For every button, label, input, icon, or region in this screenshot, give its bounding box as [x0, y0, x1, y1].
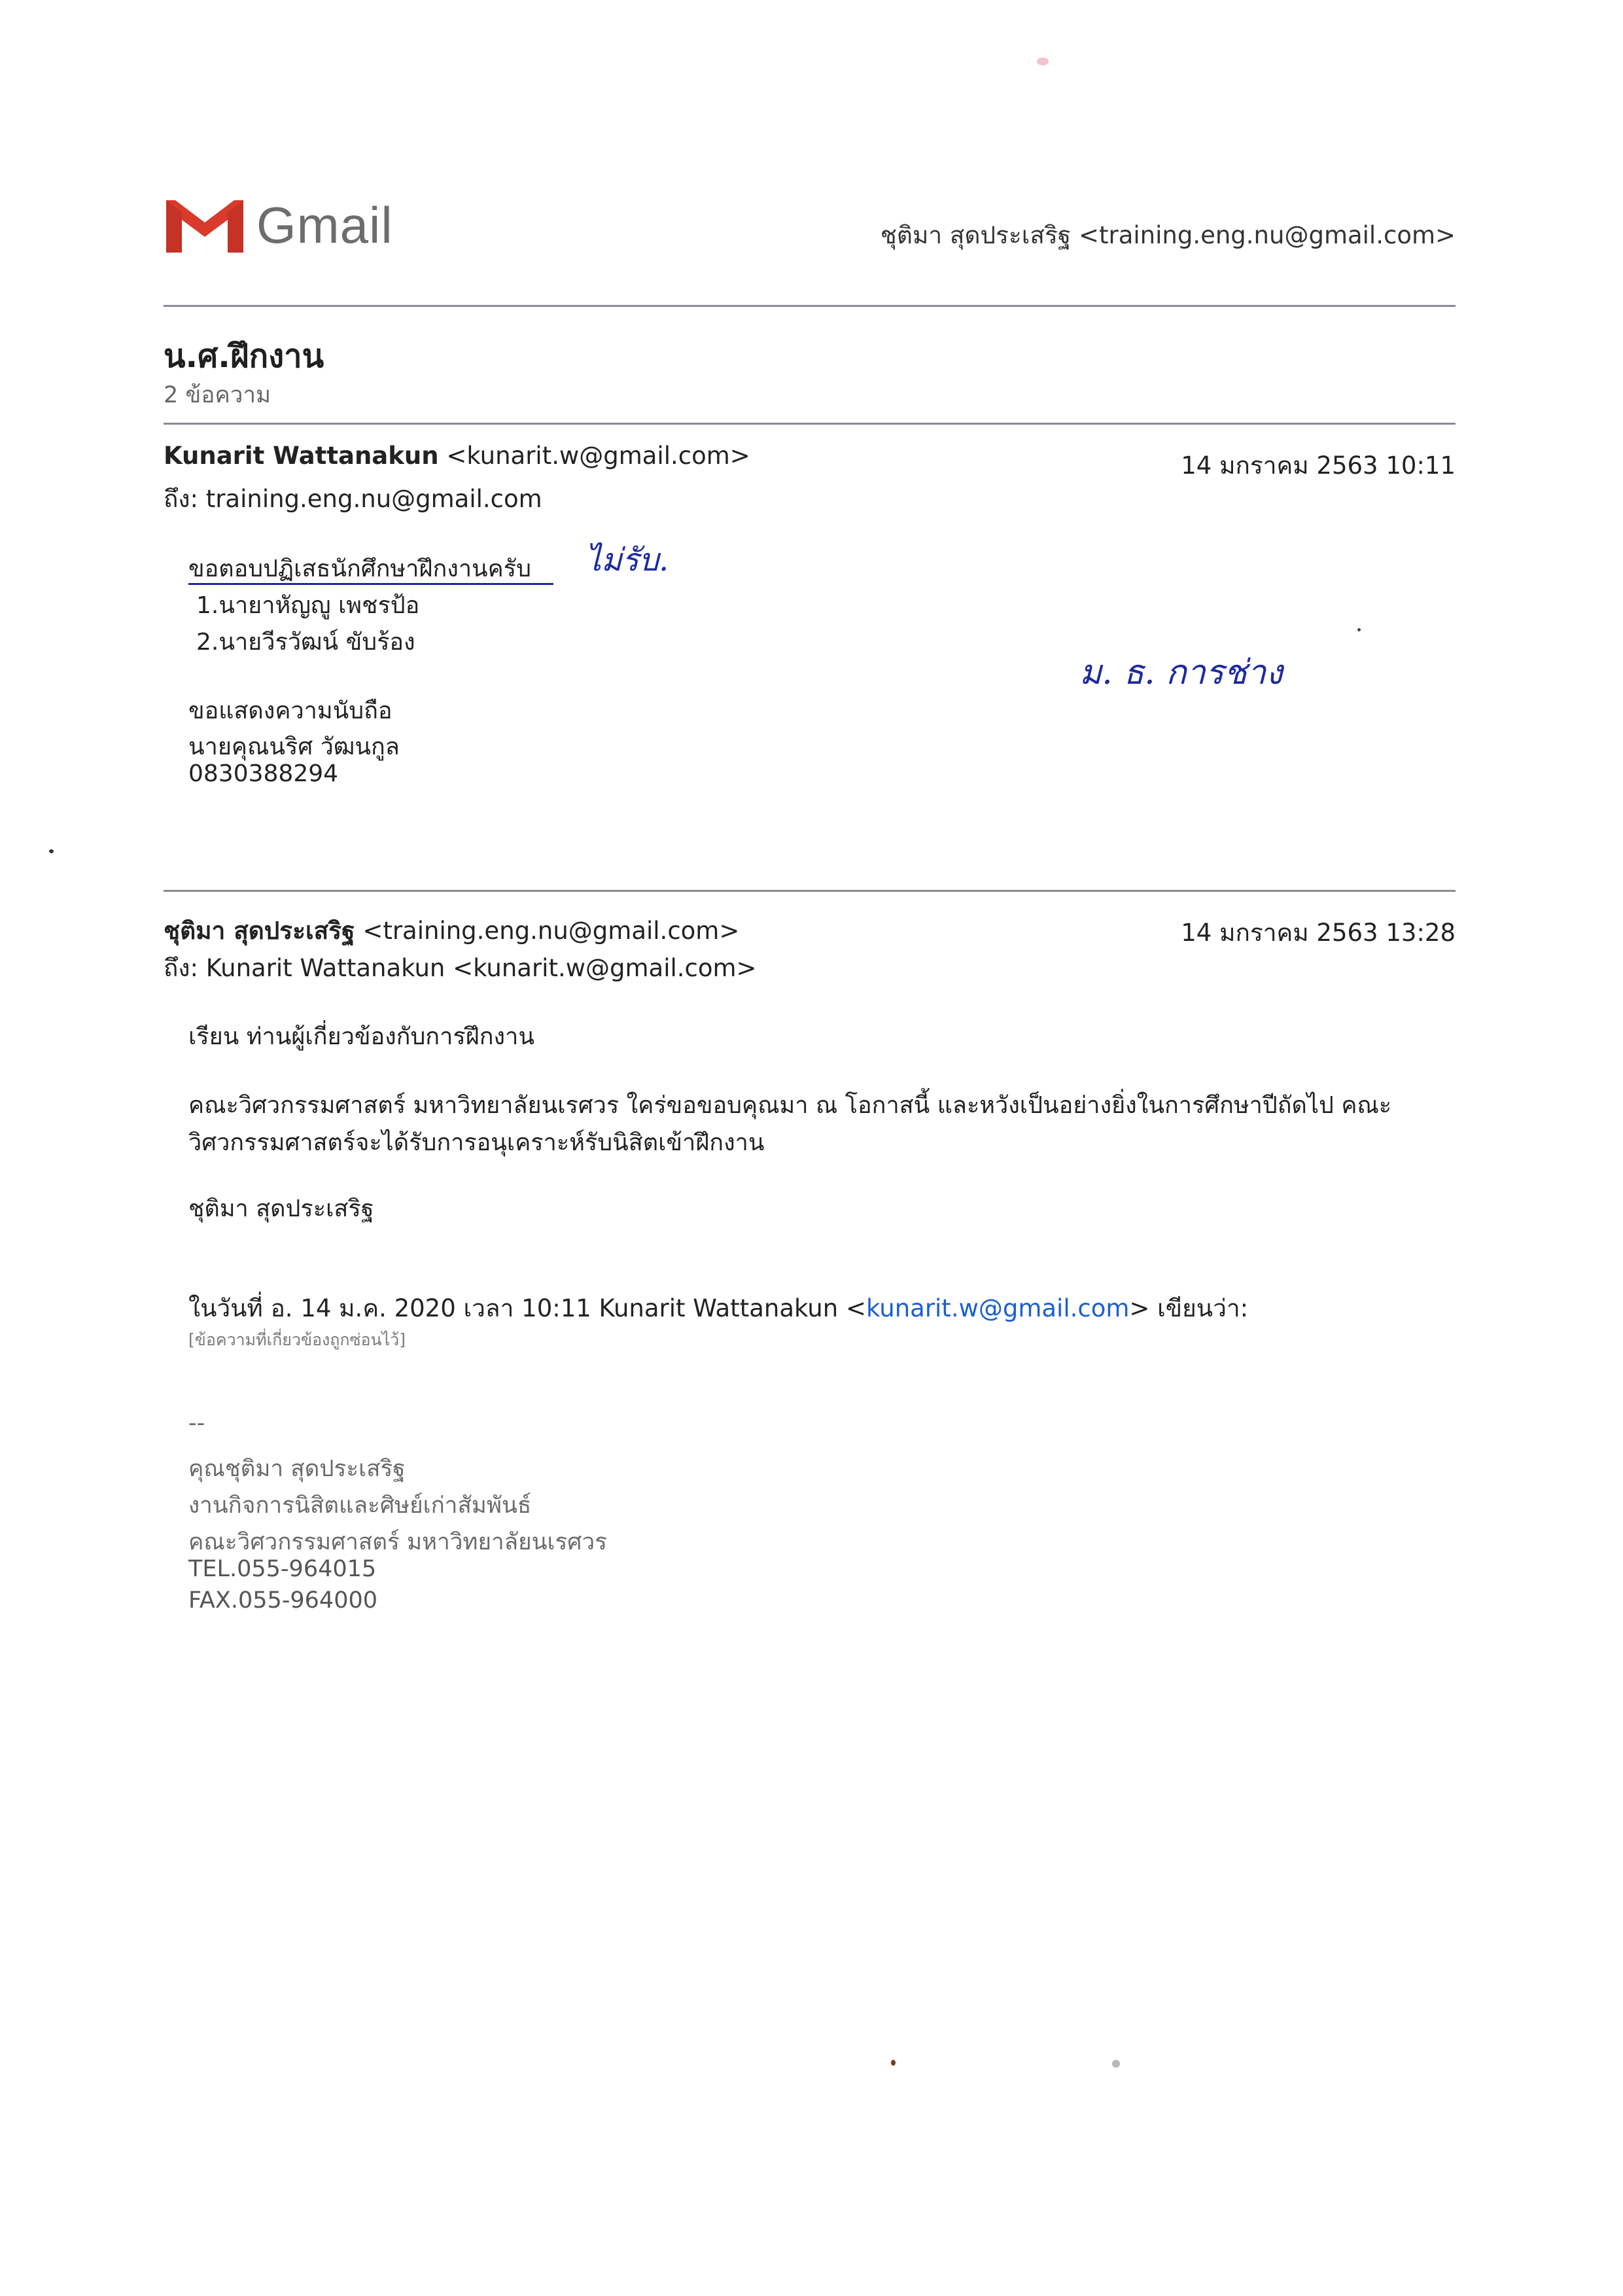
hidden-quote-toggle[interactable]: [ข้อความที่เกี่ยวข้องถูกซ่อนไว้] — [188, 1330, 406, 1349]
message2-date: 14 มกราคม 2563 13:28 — [1181, 919, 1456, 947]
handwritten-underline — [188, 583, 553, 585]
message1-body-line: ขอตอบปฏิเสธนักศึกษาฝึกงานครับ — [188, 556, 531, 582]
message2-body-line: วิศวกรรมศาสตร์จะได้รับการอนุเคราะห์รับนิสิตเข้าฝึกงาน — [188, 1129, 765, 1156]
signature-line: คุณชุติมา สุดประเสริฐ — [188, 1456, 406, 1482]
message2-recipient: ถึง: Kunarit Wattanakun <kunarit.w@gmail.com> — [164, 954, 757, 982]
message1-date: 14 มกราคม 2563 10:11 — [1181, 451, 1456, 480]
message-divider — [164, 890, 1456, 892]
message1-body-line: 2.นายวีรวัฒน์ ขับร้อง — [196, 629, 415, 656]
message1-body-line: ขอแสดงความนับถือ — [188, 698, 393, 724]
message2-sender-email: <training.eng.nu@gmail.com> — [362, 917, 740, 945]
signature-separator: -- — [188, 1410, 205, 1436]
account-address: ชุติมา สุดประเสริฐ <training.eng.nu@gmail.com> — [880, 221, 1456, 249]
message1-sender[interactable] — [164, 442, 750, 470]
message1-phone: 0830388294 — [188, 760, 339, 787]
scan-speck — [1037, 58, 1049, 65]
message1-body-line: นายคุณนริศ วัฒนกูล — [188, 733, 400, 760]
message2-body-line: เรียน ท่านผู้เกี่ยวข้องกับการฝึกงาน — [188, 1023, 534, 1050]
message2-sender-name: ชุติมา สุดประเสริฐ — [164, 917, 355, 945]
message1-body-line: 1.นายาหัญญู เพชรป้อ — [196, 592, 420, 619]
gmail-wordmark: Gmail — [256, 196, 393, 254]
quote-header — [188, 1289, 1248, 1328]
gmail-logo-icon — [162, 191, 247, 259]
message1-sender-email: <kunarit.w@gmail.com> — [446, 442, 750, 470]
message2-body-line: คณะวิศวกรรมศาสตร์ มหาวิทยาลัยนเรศวร ใคร่ขอขอบคุณมา ณ โอกาสนี้ และหวังเป็นอย่างยิ่งในการศึกษาปีถัดไป คณะ — [188, 1092, 1392, 1119]
handwritten-note: ม. ธ. การช่าง — [1079, 653, 1283, 692]
quote-email-link[interactable]: kunarit.w@gmail.com — [865, 1294, 1130, 1322]
signature-line: งานกิจการนิสิตและศิษย์เก่าสัมพันธ์ — [188, 1492, 532, 1519]
thread-divider — [164, 423, 1456, 425]
scan-speck — [49, 849, 54, 853]
message2-signoff: ชุติมา สุดประเสริฐ — [188, 1195, 374, 1222]
quote-header-prefix: ในวันที่ อ. 14 ม.ค. 2020 เวลา 10:11 Kunarit Wattanakun < — [188, 1294, 866, 1322]
message2-sender[interactable] — [164, 911, 739, 950]
message1-sender-name: Kunarit Wattanakun — [164, 442, 439, 470]
signature-phone: TEL.055-964015 — [188, 1556, 377, 1582]
signature-line: คณะวิศวกรรมศาสตร์ มหาวิทยาลัยนเรศวร — [188, 1529, 607, 1555]
signature-fax: FAX.055-964000 — [188, 1587, 378, 1614]
quote-header-suffix: > เขียนว่า: — [1129, 1294, 1249, 1322]
scan-speck — [1357, 628, 1361, 631]
thread-subject: น.ศ.ฝึกงาน — [164, 338, 324, 375]
message-count: 2 ข้อความ — [164, 382, 271, 408]
gmail-logo — [162, 191, 393, 259]
scan-speck — [1112, 2060, 1120, 2068]
scan-speck — [891, 2060, 896, 2066]
header-divider — [164, 305, 1456, 307]
message1-recipient: ถึง: training.eng.nu@gmail.com — [164, 485, 542, 513]
handwritten-note: ไม่รับ. — [585, 542, 669, 578]
